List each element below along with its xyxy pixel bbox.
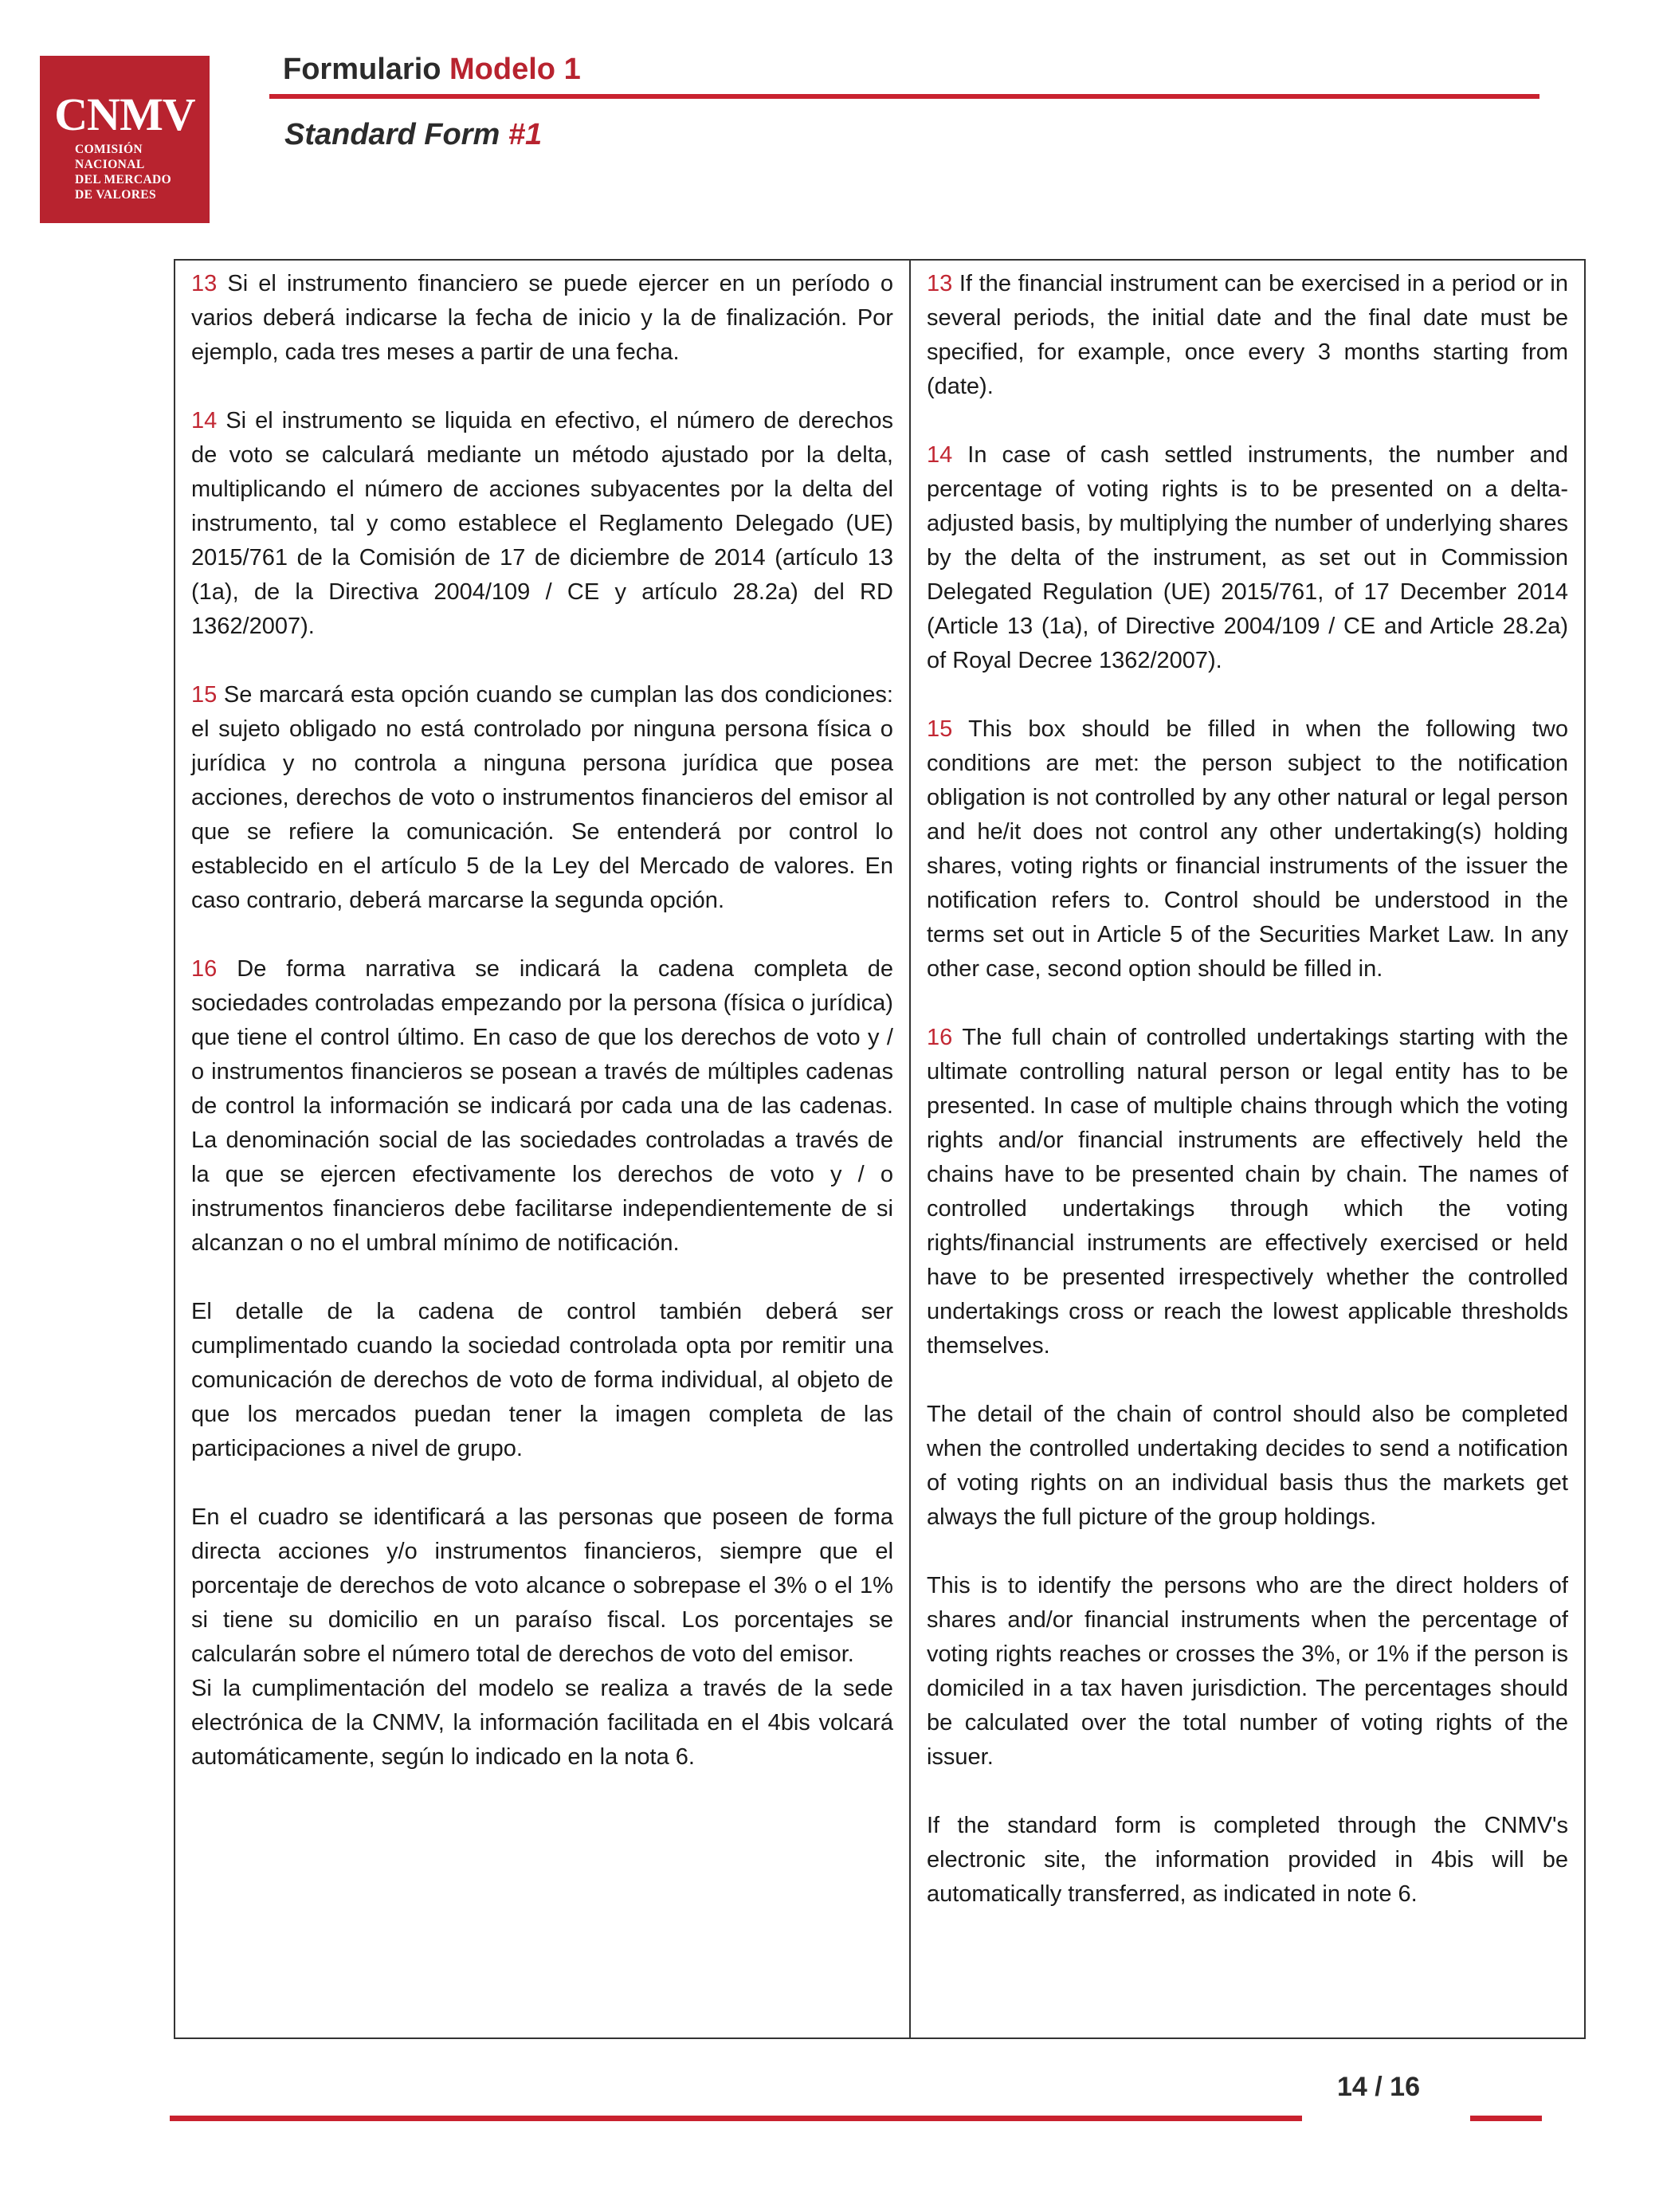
note-text: The full chain of controlled undertakings starting with the ultimate controlling natural person or legal entity has to be presented. In case of multiple chains through which the voting rights and/or financial instruments are effectively held the chains have to be presented chain by chain. The names of controlled undertakings through which the voting rights/financial instruments are effectively exercised or held have to be presented irrespectively whether the controlled undertakings cross or reach the lowest applicable thresholds themselves. (926, 1025, 1568, 1359)
note-paragraph (191, 267, 893, 370)
note-text: En el cuadro se identificará a las personas que poseen de forma directa acciones y/o instrumentos financieros, siempre que el porcentaje de derechos de voto alcance o sobrepase el 3% o el 1% si tiene su domicilio en un paraíso fiscal. Los porcentajes se calcularán sobre el número total de derechos de voto del emisor. (191, 1504, 893, 1667)
note-paragraph (191, 404, 893, 644)
note-text: Si la cumplimentación del modelo se realiza a través de la sede electrónica de la CNMV, la información facilitada en el 4bis volcará automáticamente, según lo indicado en la nota 6. (191, 1676, 893, 1770)
cnmv-logo (40, 56, 210, 223)
note-text: If the financial instrument can be exercised in a period or in several periods, the initial date and the final date must be specified, for example, once every 3 months starting from (date). (926, 271, 1568, 399)
note-number: 14 (191, 408, 218, 433)
footer-divider-right (1470, 2116, 1542, 2121)
note-text: El detalle de la cadena de control también deberá ser cumplimentado cuando la sociedad controlada opta por remitir una comunicación de derechos de voto de forma individual, al objeto de que los mercados puedan tener la imagen completa de las participaciones a nivel de grupo. (191, 1299, 893, 1461)
note-number: 15 (191, 682, 218, 708)
note-paragraph (191, 952, 893, 1261)
page-subtitle (284, 118, 542, 152)
note-paragraph (927, 1398, 1568, 1535)
footer-divider-left (170, 2116, 1302, 2121)
notes-column-spanish (175, 261, 911, 2037)
note-paragraph (927, 438, 1568, 678)
note-number: 16 (926, 1025, 953, 1050)
logo-sub-line: NACIONAL (75, 158, 145, 171)
note-paragraph (927, 1569, 1568, 1775)
note-paragraph (927, 1809, 1568, 1912)
note-paragraph (927, 267, 1568, 404)
note-paragraph (927, 1021, 1568, 1363)
note-paragraph (191, 1672, 893, 1775)
notes-table (174, 259, 1586, 2039)
title-prefix: Formulario (283, 53, 450, 86)
note-paragraph (927, 712, 1568, 986)
title-accent: Modelo 1 (449, 53, 581, 86)
notes-column-english (911, 261, 1584, 2037)
note-text: In case of cash settled instruments, the number and percentage of voting rights is to be presented on a delta-adjusted basis, by multiplying the number of underlying shares by the delta of the instrument, as set out in Commission Delegated Regulation (UE) 2015/761, of 17 December 2014 (Article 13 (1a), of Directive 2004/109 / CE and Article 28.2a) of Royal Decree 1362/2007). (926, 442, 1568, 673)
page-number: 14 / 16 (1337, 2072, 1420, 2102)
note-text: The detail of the chain of control should also be completed when the controlled undertaking decides to send a notification of voting rights on an individual basis thus the markets get always the full picture of the group holdings. (926, 1402, 1568, 1530)
note-text: This box should be filled in when the following two conditions are met: the person subject to the notification obligation is not controlled by any other natural or legal person and he/it does not control any other undertaking(s) holding shares, voting rights or financial instruments of the issuer the notification refers to. Control should be understood in the terms set out in Article 5 of the Securities Market Law. In any other case, second option should be filled in. (926, 716, 1568, 982)
note-text: Si el instrumento se liquida en efectivo, el número de derechos de voto se calculará mediante un método ajustado por la delta, multiplicando el número de acciones subyacentes por la delta del instrumento, tal y como establece el Reglamento Delegado (UE) 2015/761 de la Comisión de 17 de diciembre de 2014 (artículo 13 (1a), de la Directiva 2004/109 / CE y artículo 28.2a) del RD 1362/2007). (191, 408, 893, 639)
subtitle-accent: #1 (508, 118, 543, 151)
note-number: 14 (926, 442, 953, 468)
note-paragraph (191, 1295, 893, 1466)
note-number: 15 (926, 716, 953, 742)
logo-subtitle (75, 142, 206, 202)
page-title (283, 53, 581, 87)
note-text: Se marcará esta opción cuando se cumplan las dos condiciones: el sujeto obligado no está controlado por ninguna persona física o jurídica y no controla a ninguna persona jurídica que posea acciones, derechos de voto o instrumentos financieros del emisor al que se refiere la comunicación. Se entenderá por control lo establecido en el artículo 5 de la Ley del Mercado de valores. En caso contrario, deberá marcarse la segunda opción. (191, 682, 893, 913)
subtitle-prefix: Standard Form (284, 118, 508, 151)
note-text: De forma narrativa se indicará la cadena completa de sociedades controladas empezando por la persona (física o jurídica) que tiene el control último. En caso de que los derechos de voto y / o instrumentos financieros se posean a través de múltiples cadenas de control la información se indicará por cada una de las cadenas. La denominación social de las sociedades controladas a través de la que se ejercen efectivamente los derechos de voto y / o instrumentos financieros debe facilitarse independientemente de si alcanzan o no el umbral mínimo de notificación. (191, 956, 893, 1256)
note-number: 13 (926, 271, 953, 296)
note-text: This is to identify the persons who are the direct holders of shares and/or financial instruments when the percentage of voting rights reaches or crosses the 3%, or 1% if the person is domiciled in a tax haven jurisdiction. The percentages should be calculated over the total number of voting rights of the issuer. (926, 1573, 1568, 1770)
note-paragraph (191, 1500, 893, 1672)
header-divider (269, 94, 1539, 99)
logo-wordmark: CNMV (54, 88, 195, 140)
note-number: 13 (191, 271, 218, 296)
logo-sub-line: DE VALORES (75, 188, 157, 202)
logo-sub-line: COMISIÓN (75, 143, 143, 156)
logo-sub-line: DEL MERCADO (75, 173, 172, 186)
note-text: If the standard form is completed through the CNMV's electronic site, the information provided in 4bis will be automatically transferred, as indicated in note 6. (926, 1813, 1568, 1907)
note-text: Si el instrumento financiero se puede ejercer en un período o varios deberá indicarse la fecha de inicio y la de finalización. Por ejemplo, cada tres meses a partir de una fecha. (191, 271, 893, 365)
note-paragraph (191, 678, 893, 918)
note-number: 16 (191, 956, 218, 982)
